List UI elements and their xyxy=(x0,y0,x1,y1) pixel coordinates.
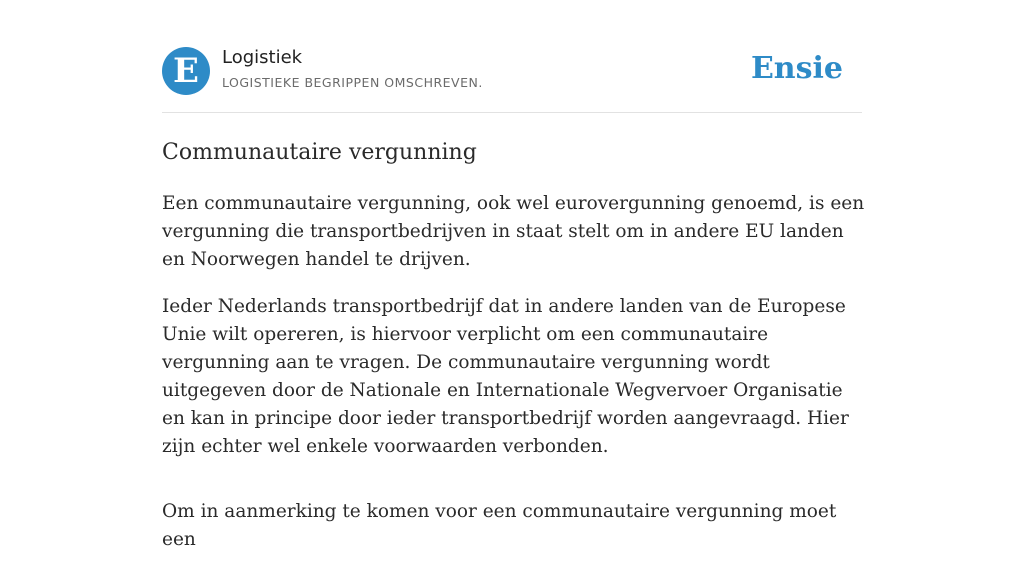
paragraph-details: Ieder Nederlands transportbedrijf dat in andere landen van de Europese Unie wilt opereren, is hiervoor verplicht om een communautaire vergunning aan te vragen. De communautaire vergunning wordt uitgegeven door de Nationale en Internationale Wegvervoer Organisatie en kan in principe door ieder transportbedrijf worden aangevraagd. Hier zijn echter wel enkele voorwaarden verbonden. xyxy=(162,296,849,457)
page-title: Communautaire vergunning xyxy=(162,140,477,165)
header-divider xyxy=(162,112,862,113)
site-header xyxy=(162,46,862,96)
site-tagline: LOGISTIEKE BEGRIPPEN OMSCHREVEN. xyxy=(222,75,483,90)
ensie-e-logo-icon[interactable]: E xyxy=(162,47,210,95)
article-body xyxy=(162,190,868,573)
ensie-brand-link[interactable]: Ensie xyxy=(750,51,843,86)
paragraph-intro: Een communautaire vergunning, ook wel eurovergunning genoemd, is een vergunning die transportbedrijven in staat stelt om in andere EU landen en Noorwegen handel te drijven. xyxy=(162,193,865,270)
paragraph-conditions: Om in aanmerking te komen voor een communautaire vergunning moet een xyxy=(162,501,837,550)
site-title[interactable]: Logistiek xyxy=(222,47,303,68)
